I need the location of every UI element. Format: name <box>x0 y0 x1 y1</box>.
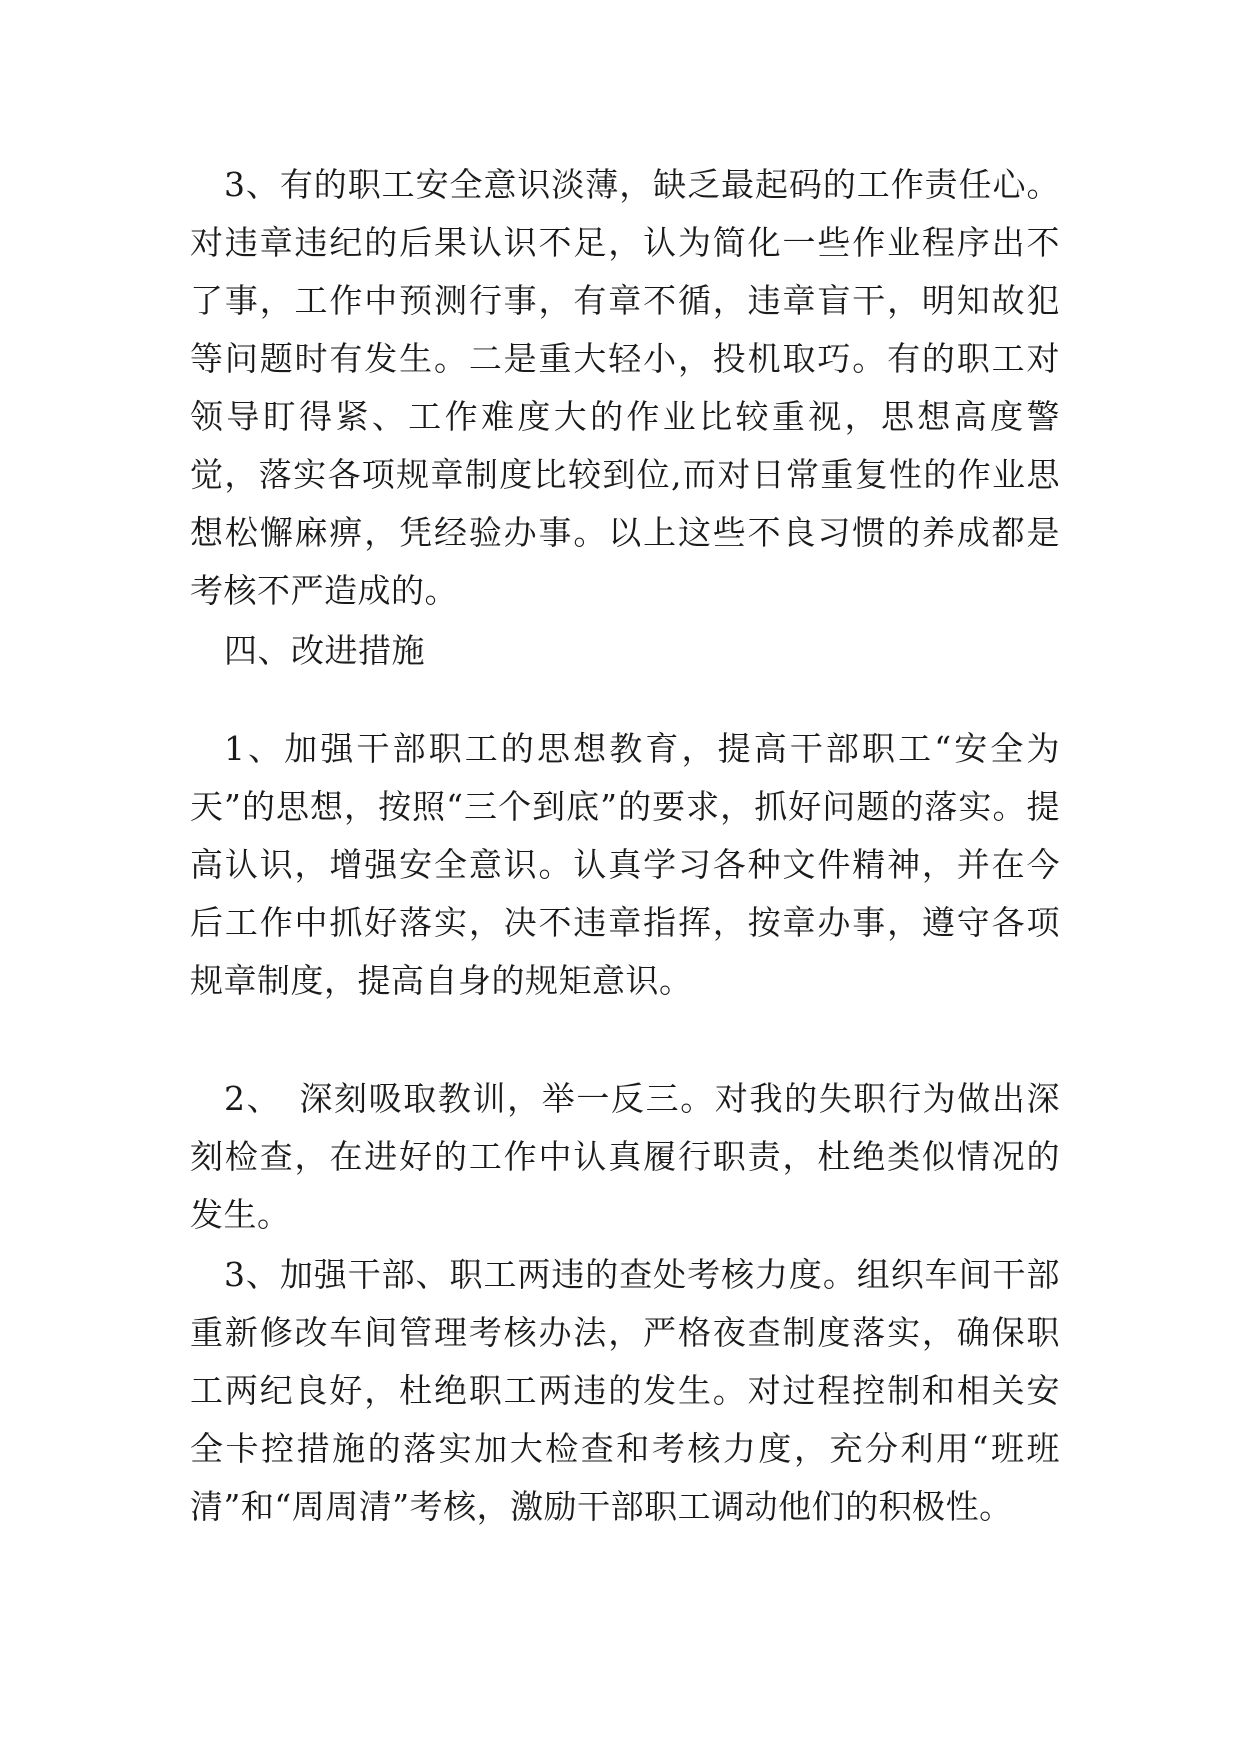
paragraph-measure-1: 1、加强干部职工的思想教育，提高干部职工“安全为天”的思想，按照“三个到底”的要求，抓好问题的落实。提高认识，增强安全意识。认真学习各种文件精神，并在今后工作中抓好落实，决不违章指挥，按章办事，遵守各项规章制度，提高自身的规矩意识。 <box>190 729 1060 1000</box>
paragraph-measure-2: 2、 深刻吸取教训，举一反三。对我的失职行为做出深刻检查，在进好的工作中认真履行职责，杜绝类似情况的发生。 <box>190 1079 1060 1234</box>
paragraph-measure-3: 3、加强干部、职工两违的查处考核力度。组织车间干部重新修改车间管理考核办法，严格夜查制度落实，确保职工两纪良好，杜绝职工两违的发生。对过程控制和相关安全卡控措施的落实加大检查和考核力度，充分利用“班班清”和“周周清”考核，激励干部职工调动他们的积极性。 <box>190 1255 1060 1526</box>
paragraph-worker-safety-awareness: 3、有的职工安全意识淡薄，缺乏最起码的工作责任心。对违章违纪的后果认识不足，认为简化一些作业程序出不了事，工作中预测行事，有章不循，违章盲干，明知故犯等问题时有发生。二是重大轻小，投机取巧。有的职工对领导盯得紧、工作难度大的作业比较重视，思想高度警觉，落实各项规章制度比较到位,而对日常重复性的作业思想松懈麻痹，凭经验办事。以上这些不良习惯的养成都是考核不严造成的。 <box>190 165 1060 610</box>
section-heading-improvement-measures: 四、改进措施 <box>224 631 425 670</box>
